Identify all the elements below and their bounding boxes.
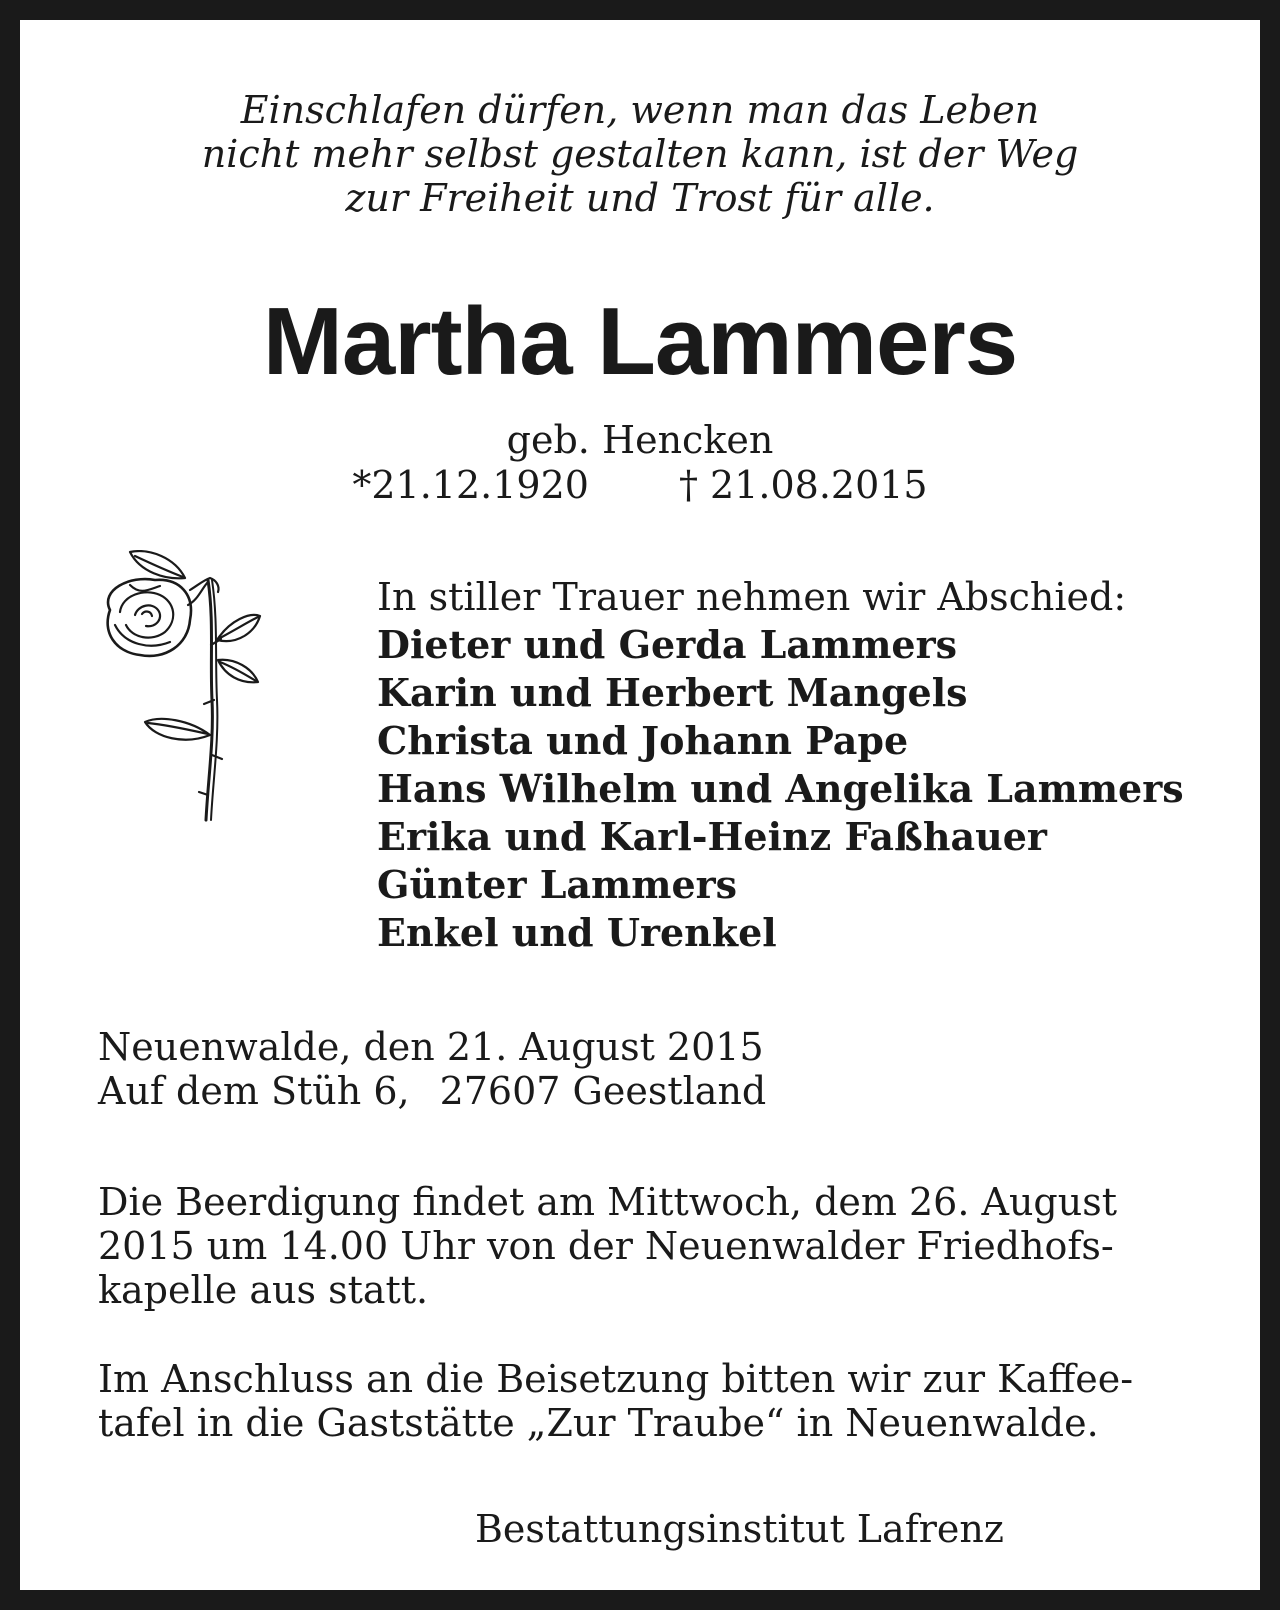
- motto-verse: [20, 88, 1260, 220]
- address-zip-city: 27607 Geestland: [439, 1069, 767, 1113]
- place-date-line: Neuenwalde, den 21. August 2015: [98, 1025, 764, 1069]
- undertaker-name: Bestattungsinstitut Lafrenz: [475, 1507, 1004, 1551]
- deceased-name: Martha Lammers: [262, 288, 1018, 395]
- mourner-name: Erika und Karl-Heinz Faßhauer: [377, 814, 1047, 859]
- mourners-intro: In stiller Trauer nehmen wir Abschied:: [377, 575, 1127, 619]
- reception-info: [98, 1357, 1222, 1445]
- life-dates: [20, 463, 1260, 507]
- funeral-line: Die Beerdigung findet am Mittwoch, dem 26. August: [98, 1180, 1118, 1224]
- mourner-name: Karin und Herbert Mangels: [377, 670, 968, 715]
- mourners-list: [377, 573, 1184, 957]
- motto-line: nicht mehr selbst gestalten kann, ist der Weg: [201, 132, 1079, 176]
- birth-name: geb. Hencken: [506, 418, 774, 462]
- funeral-line: kapelle aus statt.: [98, 1268, 429, 1312]
- death-date: † 21.08.2015: [678, 463, 928, 507]
- funeral-line: 2015 um 14.00 Uhr von der Neuenwalder Friedhofs-: [98, 1224, 1114, 1268]
- mourner-name: Dieter und Gerda Lammers: [377, 622, 958, 667]
- mourner-name: Günter Lammers: [377, 862, 738, 907]
- place-and-address: [98, 1025, 766, 1113]
- address-street: Auf dem Stüh 6,: [98, 1069, 410, 1113]
- motto-line: zur Freiheit und Trost für alle.: [345, 176, 935, 220]
- reception-line: Im Anschluss an die Beisetzung bitten wir zur Kaffee-: [98, 1357, 1134, 1401]
- rose-icon: [90, 550, 270, 840]
- mourner-name: Enkel und Urenkel: [377, 910, 777, 955]
- funeral-info: [98, 1180, 1222, 1312]
- reception-line: tafel in die Gaststätte „Zur Traube“ in Neuenwalde.: [98, 1401, 1099, 1445]
- motto-line: Einschlafen dürfen, wenn man das Leben: [240, 88, 1040, 132]
- mourner-name: Christa und Johann Pape: [377, 718, 909, 763]
- birth-date: *21.12.1920: [352, 463, 589, 507]
- mourner-name: Hans Wilhelm und Angelika Lammers: [377, 766, 1184, 811]
- address-line: [98, 1069, 766, 1113]
